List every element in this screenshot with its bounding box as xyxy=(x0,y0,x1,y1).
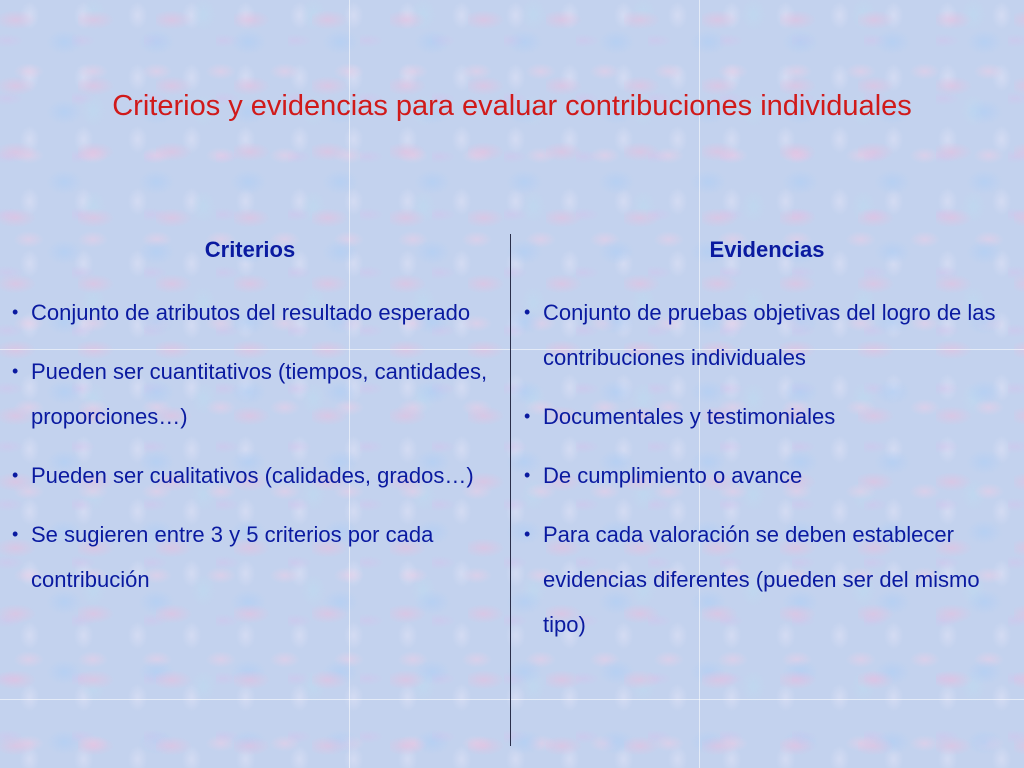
list-item xyxy=(520,453,1014,498)
list-item xyxy=(8,512,502,602)
criterios-list xyxy=(8,290,502,602)
list-item-text: Para cada valoración se deben establecer evidencias diferentes (pueden ser del mismo tipo) xyxy=(543,522,980,637)
list-item xyxy=(8,290,502,335)
bullet-icon: • xyxy=(12,302,19,322)
list-item-text: Conjunto de pruebas objetivas del logro de las contribuciones individuales xyxy=(543,300,996,370)
evidencias-list xyxy=(520,290,1014,647)
evidencias-heading: Evidencias xyxy=(709,237,825,262)
list-item-text: Conjunto de atributos del resultado esperado xyxy=(31,300,471,325)
list-item xyxy=(520,290,1014,380)
evidencias-column xyxy=(520,232,1014,661)
list-item-text: Se sugieren entre 3 y 5 criterios por cada contribución xyxy=(31,522,434,592)
bullet-icon: • xyxy=(524,524,531,544)
list-item xyxy=(8,453,502,498)
list-item-text: De cumplimiento o avance xyxy=(543,463,803,488)
list-item-text: Pueden ser cualitativos (calidades, grados…) xyxy=(31,463,474,488)
bullet-icon: • xyxy=(524,406,531,426)
column-divider xyxy=(510,234,511,746)
list-item-text: Documentales y testimoniales xyxy=(543,404,836,429)
list-item xyxy=(8,349,502,439)
list-item-text: Pueden ser cuantitativos (tiempos, cantidades, proporciones…) xyxy=(31,359,488,429)
slide-title: Criterios y evidencias para evaluar contribuciones individuales xyxy=(112,90,912,122)
list-item xyxy=(520,394,1014,439)
criterios-heading: Criterios xyxy=(204,237,296,262)
bullet-icon: • xyxy=(12,524,19,544)
bullet-icon: • xyxy=(524,302,531,322)
background-tile-line xyxy=(0,699,1024,700)
bullet-icon: • xyxy=(12,465,19,485)
criterios-column xyxy=(8,232,502,616)
bullet-icon: • xyxy=(524,465,531,485)
bullet-icon: • xyxy=(12,361,19,381)
list-item xyxy=(520,512,1014,647)
